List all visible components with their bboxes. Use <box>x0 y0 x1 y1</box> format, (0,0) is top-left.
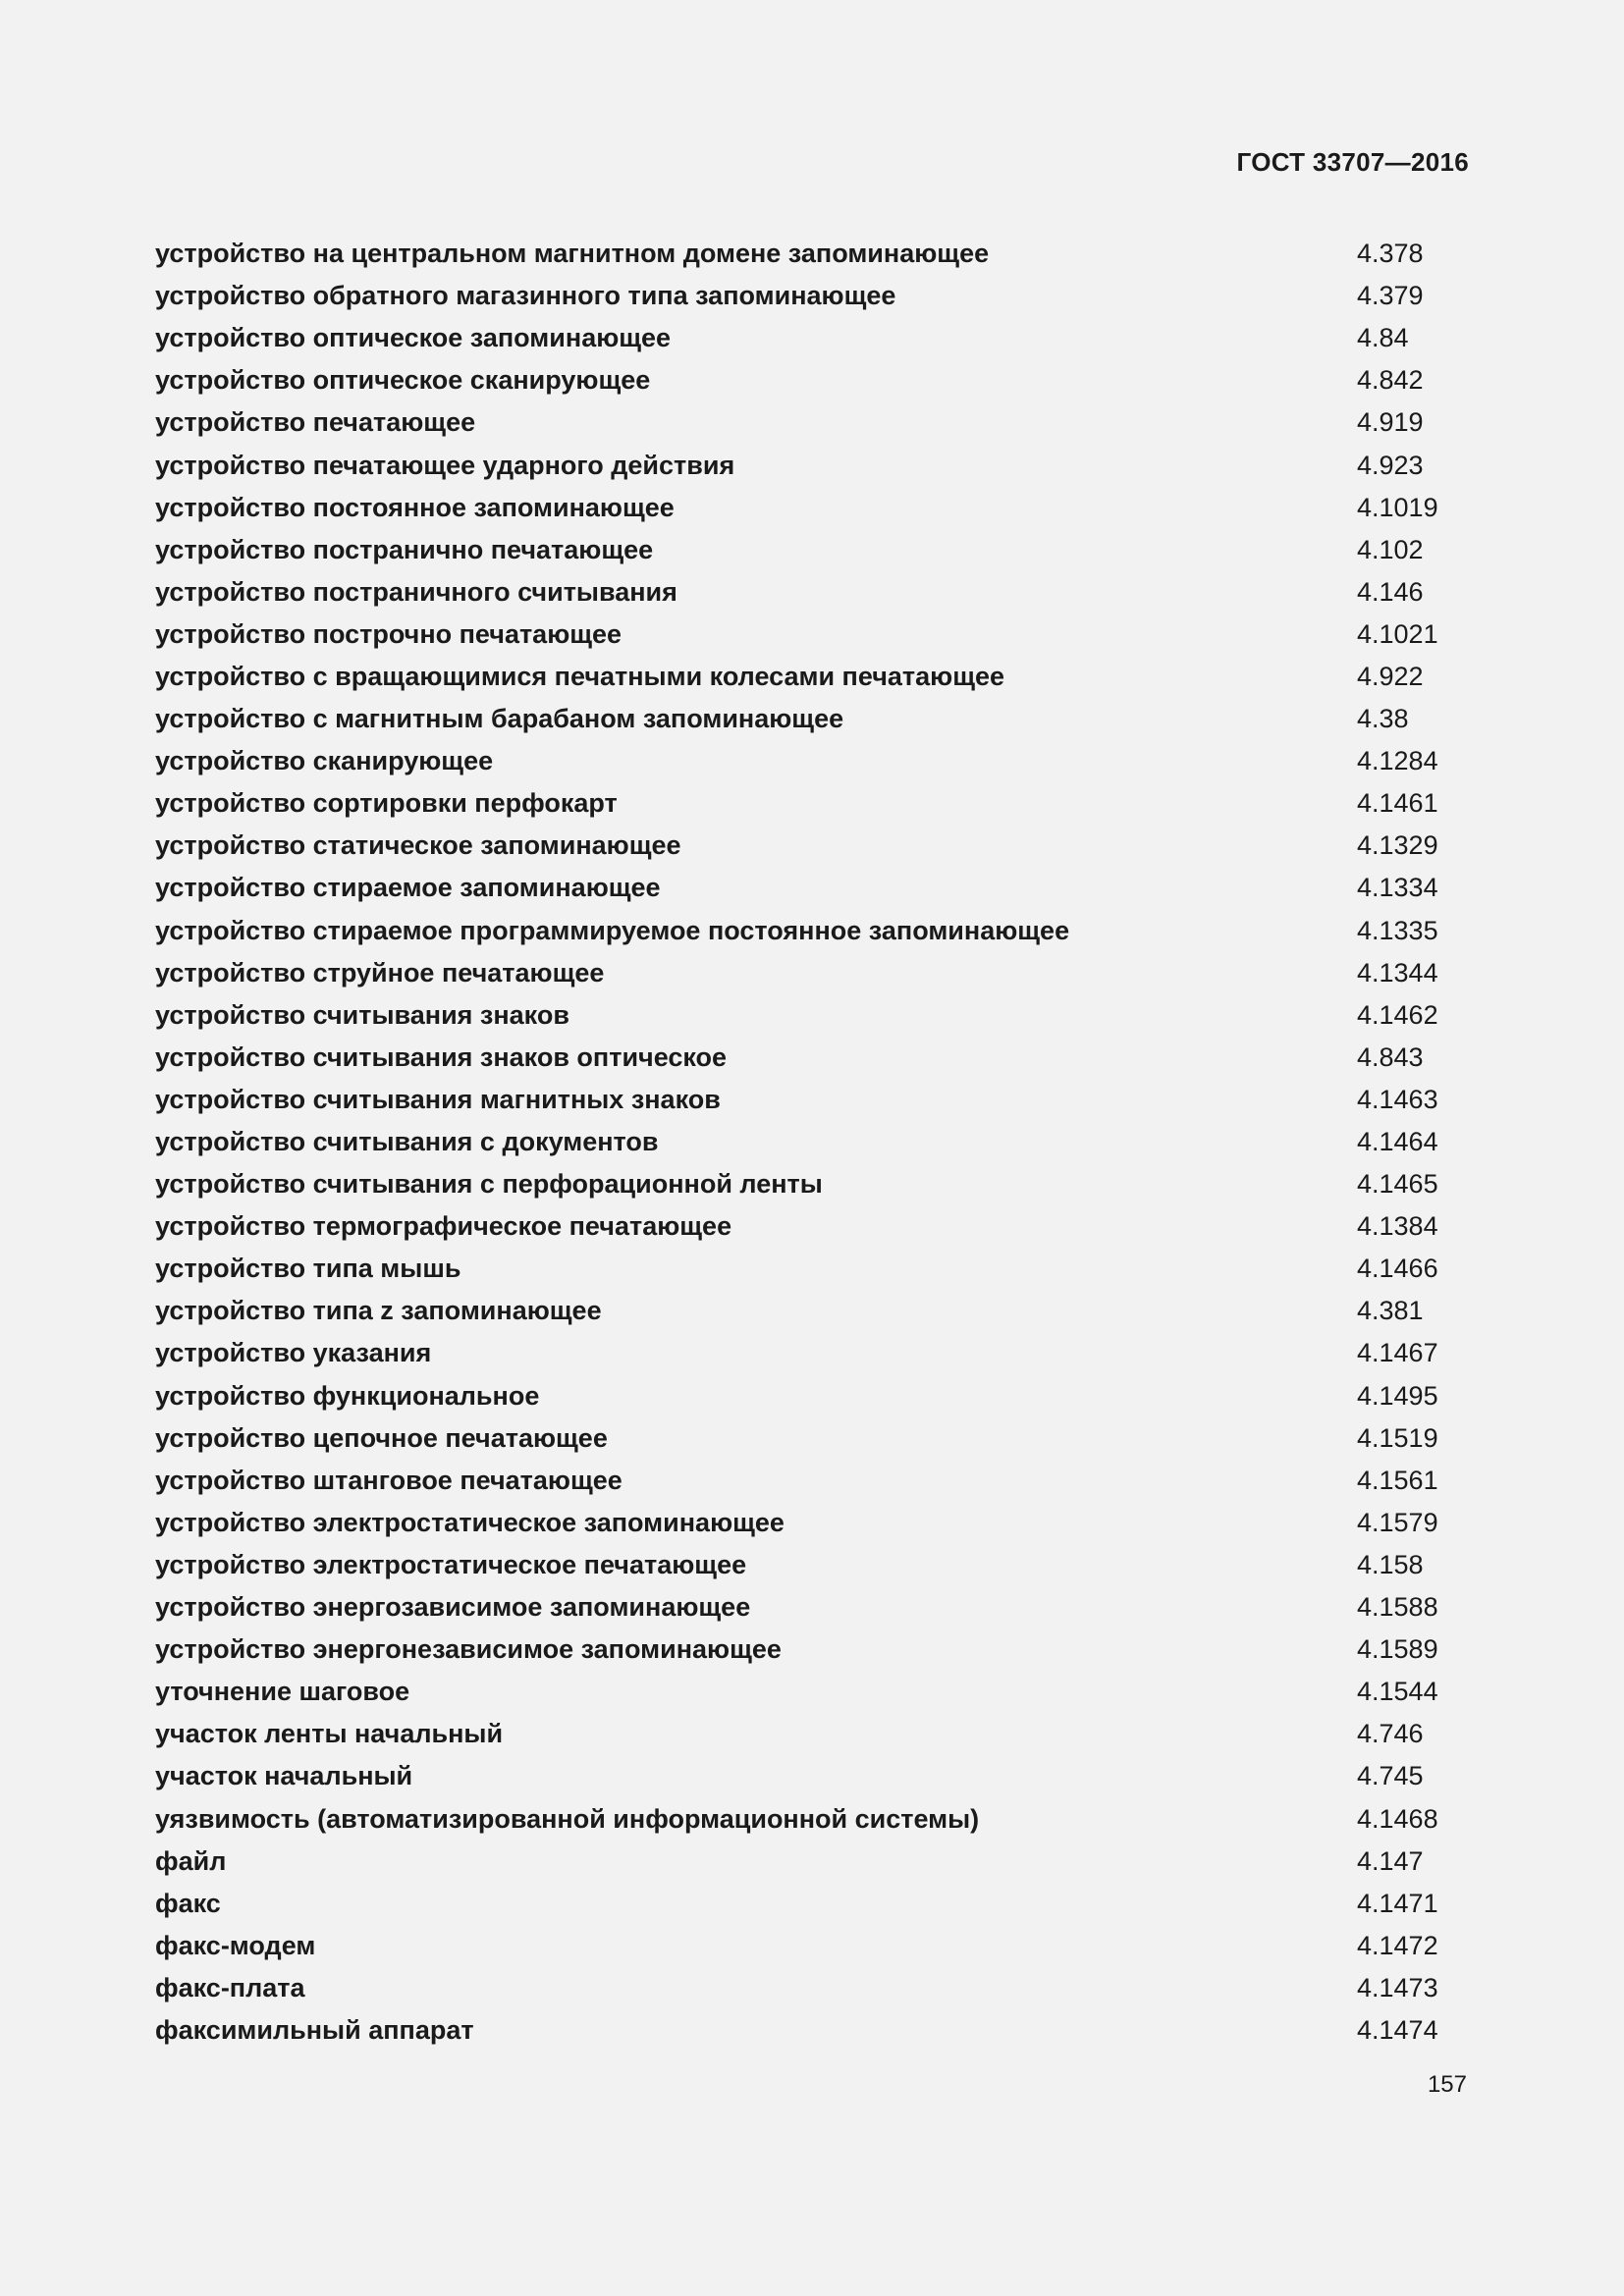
index-entry <box>155 825 1471 867</box>
index-entry <box>155 401 1471 444</box>
index-entry <box>155 1332 1471 1374</box>
index-reference: 4.102 <box>1357 534 1424 564</box>
index-reference: 4.147 <box>1357 1845 1424 1876</box>
index-term: устройство считывания знаков <box>155 999 569 1030</box>
index-reference: 4.1474 <box>1357 2014 1438 2045</box>
index-term: устройство считывания знаков оптическое <box>155 1041 728 1072</box>
index-entry <box>155 1502 1471 1544</box>
index-entry <box>155 2009 1471 2052</box>
index-entry <box>155 698 1471 740</box>
index-reference: 4.1329 <box>1357 830 1438 861</box>
index-term: устройство печатающее <box>155 407 476 438</box>
index-reference: 4.1588 <box>1357 1592 1438 1623</box>
index-entry <box>155 1248 1471 1290</box>
page-number: 157 <box>1427 2071 1467 2098</box>
index-entry <box>155 952 1471 994</box>
index-entry <box>155 1586 1471 1629</box>
index-term: устройство функциональное <box>155 1380 540 1411</box>
index-term: участок начальный <box>155 1761 413 1791</box>
index-reference: 4.1284 <box>1357 746 1438 776</box>
index-entry <box>155 1460 1471 1502</box>
index-reference: 4.1579 <box>1357 1507 1438 1537</box>
index-term: устройство типа мышь <box>155 1254 461 1284</box>
index-entry <box>155 444 1471 486</box>
index-reference: 4.1384 <box>1357 1211 1438 1242</box>
index-term: факс-плата <box>155 1972 305 2002</box>
index-term: факсимильный аппарат <box>155 2014 474 2045</box>
index-entry <box>155 782 1471 825</box>
index-entry <box>155 656 1471 698</box>
index-term: устройство с магнитным барабаном запоминающее <box>155 704 844 734</box>
index-entry <box>155 1375 1471 1417</box>
term-index-list <box>155 233 1471 2052</box>
index-entry <box>155 1883 1471 1925</box>
index-entry <box>155 1755 1471 1797</box>
index-reference: 4.745 <box>1357 1761 1424 1791</box>
index-entry <box>155 317 1471 359</box>
index-reference: 4.842 <box>1357 365 1424 396</box>
index-term: устройство на центральном магнитном домене запоминающее <box>155 239 990 269</box>
index-reference: 4.1335 <box>1357 915 1438 945</box>
index-term: уточнение шаговое <box>155 1677 410 1707</box>
index-term: устройство печатающее ударного действия <box>155 450 735 480</box>
index-reference: 4.1462 <box>1357 999 1438 1030</box>
index-entry <box>155 1417 1471 1460</box>
index-term: устройство электростатическое запоминающее <box>155 1507 785 1537</box>
index-term: устройство обратного магазинного типа запоминающее <box>155 281 896 311</box>
index-reference: 4.379 <box>1357 281 1424 311</box>
index-term: устройство оптическое сканирующее <box>155 365 651 396</box>
index-term: устройство постранично печатающее <box>155 534 654 564</box>
index-entry <box>155 1037 1471 1079</box>
index-reference: 4.38 <box>1357 704 1409 734</box>
index-reference: 4.1344 <box>1357 957 1438 988</box>
index-term: устройство стираемое программируемое постоянное запоминающее <box>155 915 1070 945</box>
index-entry <box>155 233 1471 275</box>
index-reference: 4.746 <box>1357 1719 1424 1749</box>
index-term: устройство постраничного считывания <box>155 576 677 607</box>
index-entry <box>155 867 1471 909</box>
index-reference: 4.84 <box>1357 323 1409 353</box>
index-term: устройство штанговое печатающее <box>155 1465 623 1495</box>
index-reference: 4.1467 <box>1357 1338 1438 1368</box>
index-term: устройство статическое запоминающее <box>155 830 681 861</box>
index-entry <box>155 740 1471 782</box>
index-reference: 4.378 <box>1357 239 1424 269</box>
index-reference: 4.1466 <box>1357 1254 1438 1284</box>
index-entry <box>155 1544 1471 1586</box>
index-reference: 4.843 <box>1357 1041 1424 1072</box>
index-reference: 4.1544 <box>1357 1677 1438 1707</box>
index-term: участок ленты начальный <box>155 1719 504 1749</box>
index-reference: 4.1465 <box>1357 1169 1438 1200</box>
index-entry <box>155 275 1471 317</box>
index-reference: 4.1495 <box>1357 1380 1438 1411</box>
index-entry <box>155 487 1471 529</box>
index-entry <box>155 529 1471 571</box>
index-term: устройство считывания с перфорационной ленты <box>155 1169 823 1200</box>
index-reference: 4.1021 <box>1357 618 1438 649</box>
index-term: устройство постоянное запоминающее <box>155 492 675 522</box>
index-reference: 4.146 <box>1357 576 1424 607</box>
index-reference: 4.1464 <box>1357 1127 1438 1157</box>
index-entry <box>155 571 1471 614</box>
index-term: устройство оптическое запоминающее <box>155 323 672 353</box>
index-entry <box>155 1925 1471 1967</box>
index-entry <box>155 1163 1471 1205</box>
index-entry <box>155 1967 1471 2009</box>
index-entry <box>155 1290 1471 1332</box>
index-reference: 4.1471 <box>1357 1888 1438 1918</box>
index-term: устройство сканирующее <box>155 746 494 776</box>
index-term: устройство термографическое печатающее <box>155 1211 732 1242</box>
index-term: уязвимость (автоматизированной информационной системы) <box>155 1803 980 1834</box>
index-reference: 4.1334 <box>1357 873 1438 903</box>
index-entry <box>155 1079 1471 1121</box>
index-reference: 4.1463 <box>1357 1084 1438 1114</box>
index-term: устройство считывания магнитных знаков <box>155 1084 721 1114</box>
index-term: устройство электростатическое печатающее <box>155 1549 747 1579</box>
index-reference: 4.381 <box>1357 1296 1424 1326</box>
index-term: факс-модем <box>155 1930 316 1960</box>
index-reference: 4.922 <box>1357 661 1424 691</box>
index-reference: 4.1468 <box>1357 1803 1438 1834</box>
index-term: устройство считывания с документов <box>155 1127 659 1157</box>
index-term: устройство цепочное печатающее <box>155 1422 608 1453</box>
index-entry <box>155 1121 1471 1163</box>
index-term: устройство указания <box>155 1338 432 1368</box>
index-reference: 4.1589 <box>1357 1634 1438 1665</box>
index-term: устройство сортировки перфокарт <box>155 788 618 819</box>
index-term: устройство стираемое запоминающее <box>155 873 661 903</box>
index-term: устройство энергонезависимое запоминающее <box>155 1634 782 1665</box>
index-term: устройство с вращающимися печатными колесами печатающее <box>155 661 1005 691</box>
index-entry <box>155 1797 1471 1840</box>
index-entry <box>155 1629 1471 1671</box>
index-entry <box>155 614 1471 656</box>
index-reference: 4.1473 <box>1357 1972 1438 2002</box>
document-header: ГОСТ 33707—2016 <box>1236 147 1469 177</box>
index-reference: 4.1019 <box>1357 492 1438 522</box>
index-term: устройство энергозависимое запоминающее <box>155 1592 751 1623</box>
index-term: файл <box>155 1845 227 1876</box>
index-reference: 4.158 <box>1357 1549 1424 1579</box>
index-reference: 4.923 <box>1357 450 1424 480</box>
index-entry <box>155 1671 1471 1713</box>
index-reference: 4.1519 <box>1357 1422 1438 1453</box>
index-term: факс <box>155 1888 221 1918</box>
index-entry <box>155 1841 1471 1883</box>
index-term: устройство струйное печатающее <box>155 957 605 988</box>
index-reference: 4.1561 <box>1357 1465 1438 1495</box>
index-entry <box>155 1205 1471 1248</box>
index-entry <box>155 910 1471 952</box>
index-entry <box>155 1713 1471 1755</box>
index-reference: 4.1461 <box>1357 788 1438 819</box>
index-reference: 4.919 <box>1357 407 1424 438</box>
index-term: устройство типа z запоминающее <box>155 1296 602 1326</box>
index-term: устройство построчно печатающее <box>155 618 623 649</box>
index-reference: 4.1472 <box>1357 1930 1438 1960</box>
index-entry <box>155 994 1471 1037</box>
index-entry <box>155 359 1471 401</box>
